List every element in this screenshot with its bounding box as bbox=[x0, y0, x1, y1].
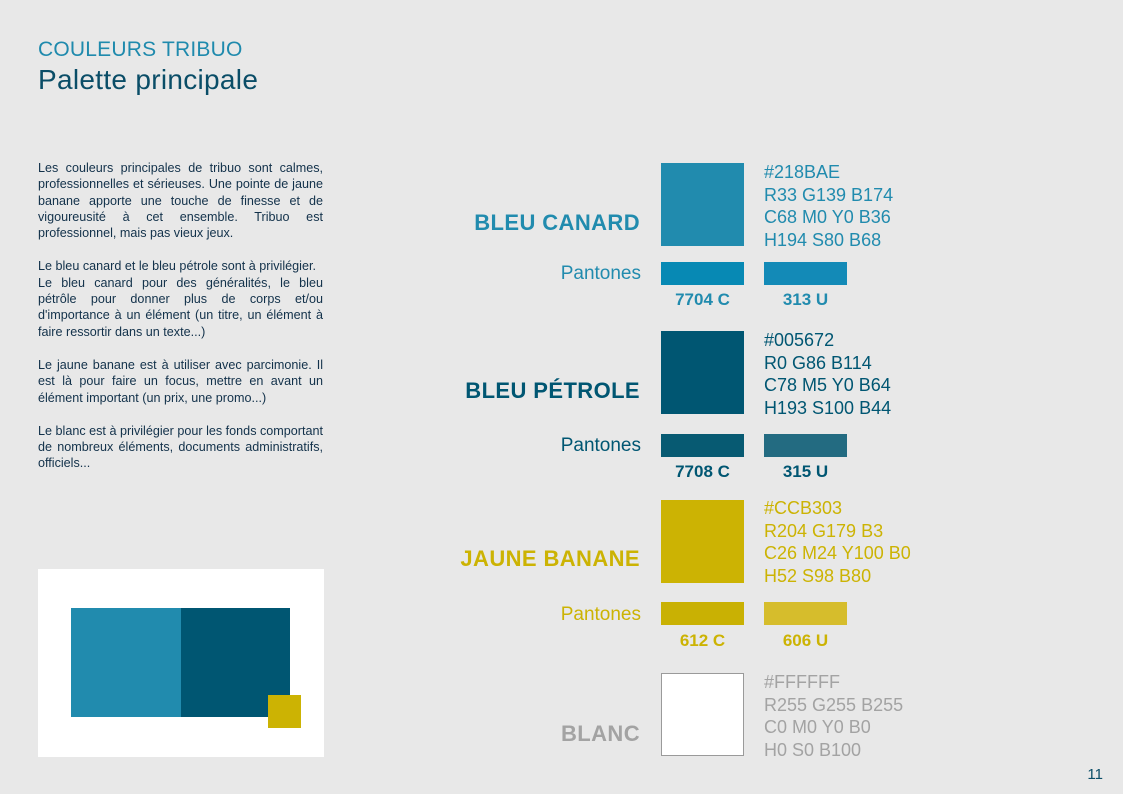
pantone-c-code-jaune-banane: 612 C bbox=[679, 631, 726, 650]
intro-paragraph-4: Le blanc est à privilégier pour les fonds comportant de nombreux éléments, documents administratifs, officiels... bbox=[38, 423, 323, 471]
cmyk-value: C26 M24 Y100 B0 bbox=[764, 543, 911, 563]
pantone-u-bar-bleu-petrole bbox=[764, 434, 847, 457]
pantone-u-code-jaune-banane: 606 U bbox=[782, 631, 829, 650]
hsb-value: H194 S80 B68 bbox=[764, 229, 882, 250]
pantones-label-bleu-petrole: Pantones bbox=[560, 435, 641, 456]
specs-bleu-canard bbox=[764, 161, 893, 251]
hex-value: #FFFFFF bbox=[764, 672, 840, 692]
pantones-label-bleu-canard: Pantones bbox=[560, 263, 641, 284]
page-number: 11 bbox=[1087, 766, 1103, 783]
rgb-value: R204 G179 B3 bbox=[764, 520, 884, 541]
swatch-jaune-banane bbox=[661, 500, 744, 583]
pantone-u-code-bleu-petrole: 315 U bbox=[782, 462, 829, 481]
pantone-c-bar-bleu-canard bbox=[661, 262, 744, 285]
swatch-blanc bbox=[661, 673, 744, 756]
hex-value: #005672 bbox=[764, 330, 835, 350]
specs-jaune-banane bbox=[764, 497, 911, 587]
color-name-jaune-banane: JAUNE BANANE bbox=[460, 546, 640, 571]
specs-bleu-petrole bbox=[764, 329, 891, 419]
cmyk-value: C0 M0 Y0 B0 bbox=[764, 717, 871, 737]
intro-paragraph-1: Les couleurs principales de tribuo sont calmes, professionnelles et sérieuses. Une pointe de jaune banane apporte une touche de finesse et de vigoureusité à cet ensemble. Tribuo est professionnel, mais pas vieux jeux. bbox=[38, 161, 323, 241]
rgb-value: R0 G86 B114 bbox=[764, 352, 872, 373]
color-name-blanc: BLANC bbox=[561, 721, 640, 746]
palette-preview-card bbox=[38, 569, 324, 757]
pantone-u-bar-bleu-canard bbox=[764, 262, 847, 285]
pantone-c-code-bleu-canard: 7704 C bbox=[675, 290, 730, 309]
pantone-u-bar-jaune-banane bbox=[764, 602, 847, 625]
rgb-value: R255 G255 B255 bbox=[764, 694, 904, 715]
rgb-value: R33 G139 B174 bbox=[764, 184, 894, 205]
pantone-c-code-bleu-petrole: 7708 C bbox=[675, 462, 730, 481]
color-name-bleu-canard: BLEU CANARD bbox=[474, 210, 640, 235]
specs-blanc bbox=[764, 671, 903, 761]
hex-value: #CCB303 bbox=[764, 498, 843, 518]
pantone-u-code-bleu-canard: 313 U bbox=[782, 290, 829, 309]
page-title: Palette principale bbox=[38, 64, 259, 95]
intro-text bbox=[38, 160, 323, 489]
swatch-bleu-petrole bbox=[661, 331, 744, 414]
intro-paragraph-3: Le jaune banane est à utiliser avec parcimonie. Il est là pour faire un focus, mettre en avant un élément important (un prix, une promo...) bbox=[38, 357, 323, 405]
pantones-label-jaune-banane: Pantones bbox=[560, 604, 641, 625]
preview-jaune-banane-block bbox=[268, 695, 301, 728]
cmyk-value: C78 M5 Y0 B64 bbox=[764, 375, 891, 395]
intro-paragraph-2: Le bleu canard et le bleu pétrole sont à privilégier. Le bleu canard pour des généralités, le bleu pétrôle pour donner plus de corps et/ou d'importance à un élément (un titre, un élément à faire ressortir dans un texte...) bbox=[38, 259, 323, 339]
pantone-c-bar-jaune-banane bbox=[661, 602, 744, 625]
color-name-bleu-petrole: BLEU PÉTROLE bbox=[465, 378, 640, 403]
hsb-value: H52 S98 B80 bbox=[764, 565, 872, 586]
pantone-c-bar-bleu-petrole bbox=[661, 434, 744, 457]
cmyk-value: C68 M0 Y0 B36 bbox=[764, 207, 891, 227]
hsb-value: H0 S0 B100 bbox=[764, 739, 862, 760]
section-eyebrow: COULEURS TRIBUO bbox=[38, 38, 243, 61]
hex-value: #218BAE bbox=[764, 162, 841, 182]
preview-bleu-canard-block bbox=[71, 608, 181, 717]
swatch-bleu-canard bbox=[661, 163, 744, 246]
hsb-value: H193 S100 B44 bbox=[764, 397, 892, 418]
